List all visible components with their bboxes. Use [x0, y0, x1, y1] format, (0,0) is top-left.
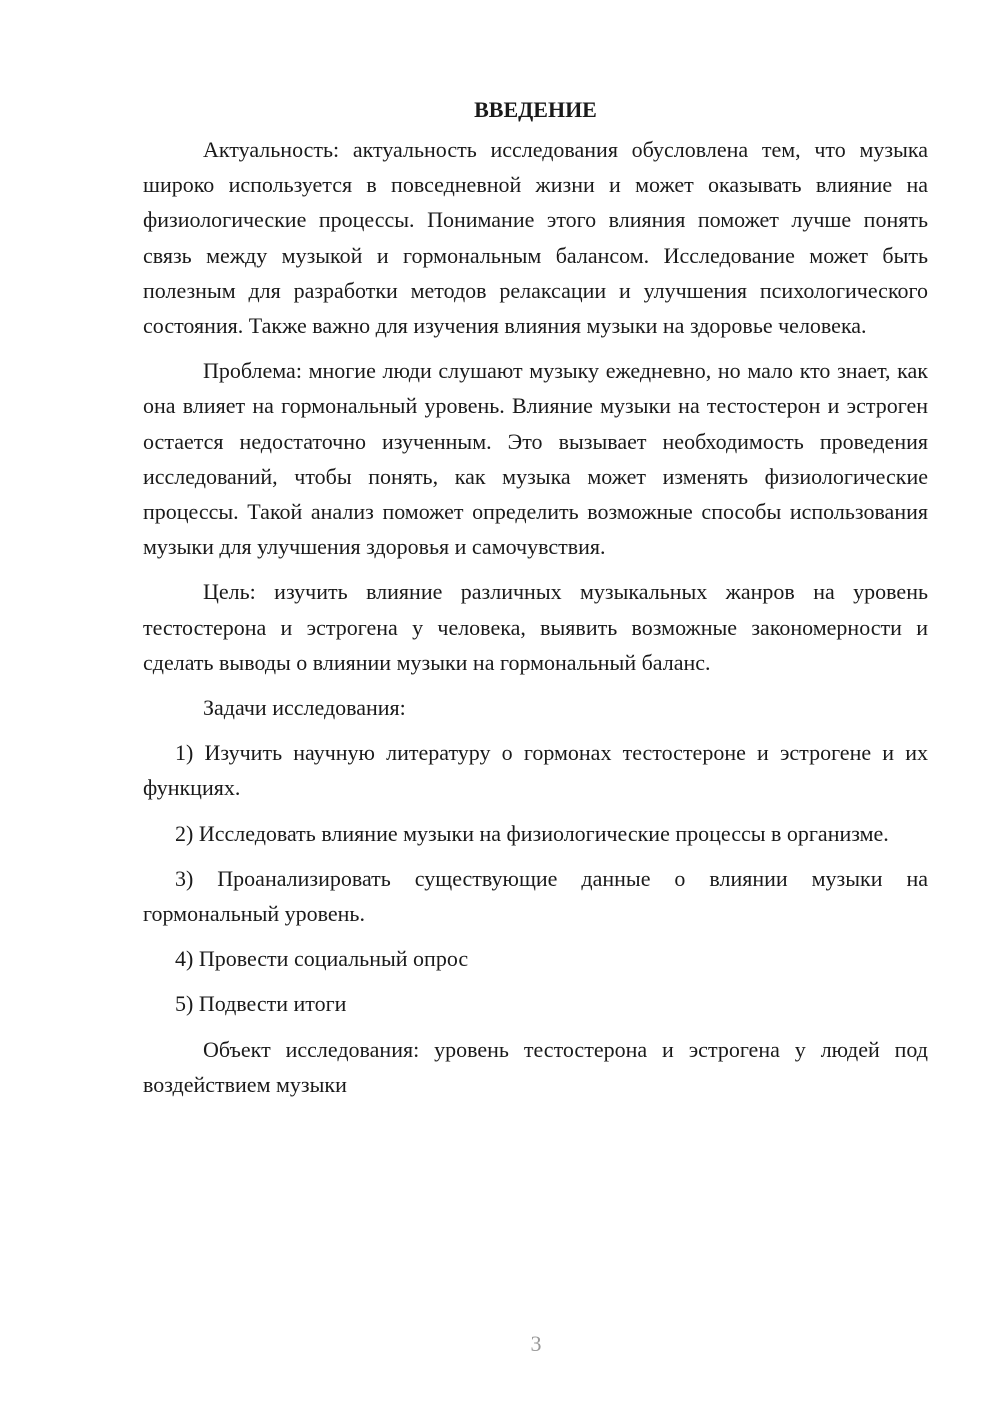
task-item-1: 1) Изучить научную литературу о гормонах тестостероне и эстрогене и их функциях. [143, 740, 928, 801]
page-content [143, 92, 928, 1112]
page-number: 3 [530, 1331, 542, 1356]
goal-paragraph: Цель: изучить влияние различных музыкальных жанров на уровень тестостерона и эстрогена у человека, выявить возможные закономерности и сделать выводы о влиянии музыки на гормональный баланс. [143, 579, 928, 675]
relevance-paragraph: Актуальность: актуальность исследования обусловлена тем, что музыка широко используется в повседневной жизни и может оказывать влияние на физиологические процессы. Понимание этого влияния поможет лучше понять связь между музыкой и гормональным балансом. Исследование может быть полезным для разработки методов релаксации и улучшения психологического состояния. Также важно для изучения влияния музыки на здоровье человека. [143, 137, 928, 339]
task-item-2: 2) Исследовать влияние музыки на физиологические процессы в организме. [175, 820, 889, 846]
task-item-5: 5) Подвести итоги [175, 991, 347, 1017]
tasks-heading: Задачи исследования: [203, 695, 406, 721]
task-item-4: 4) Провести социальный опрос [175, 946, 469, 972]
problem-paragraph: Проблема: многие люди слушают музыку ежедневно, но мало кто знает, как она влияет на гормональный уровень. Влияние музыки на тестостерон и эстроген остается недостаточно изученным. Это вызывает необходимость проведения исследований, чтобы понять, как музыка может изменять физиологические процессы. Такой анализ поможет определить возможные способы использования музыки для улучшения здоровья и самочувствия. [143, 358, 928, 560]
section-heading: ВВЕДЕНИЕ [474, 97, 597, 122]
object-paragraph: Объект исследования: уровень тестостерона и эстрогена у людей под воздействием музыки [143, 1036, 928, 1097]
task-item-3: 3) Проанализировать существующие данные о влиянии музыки на гормональный уровень. [143, 865, 928, 927]
